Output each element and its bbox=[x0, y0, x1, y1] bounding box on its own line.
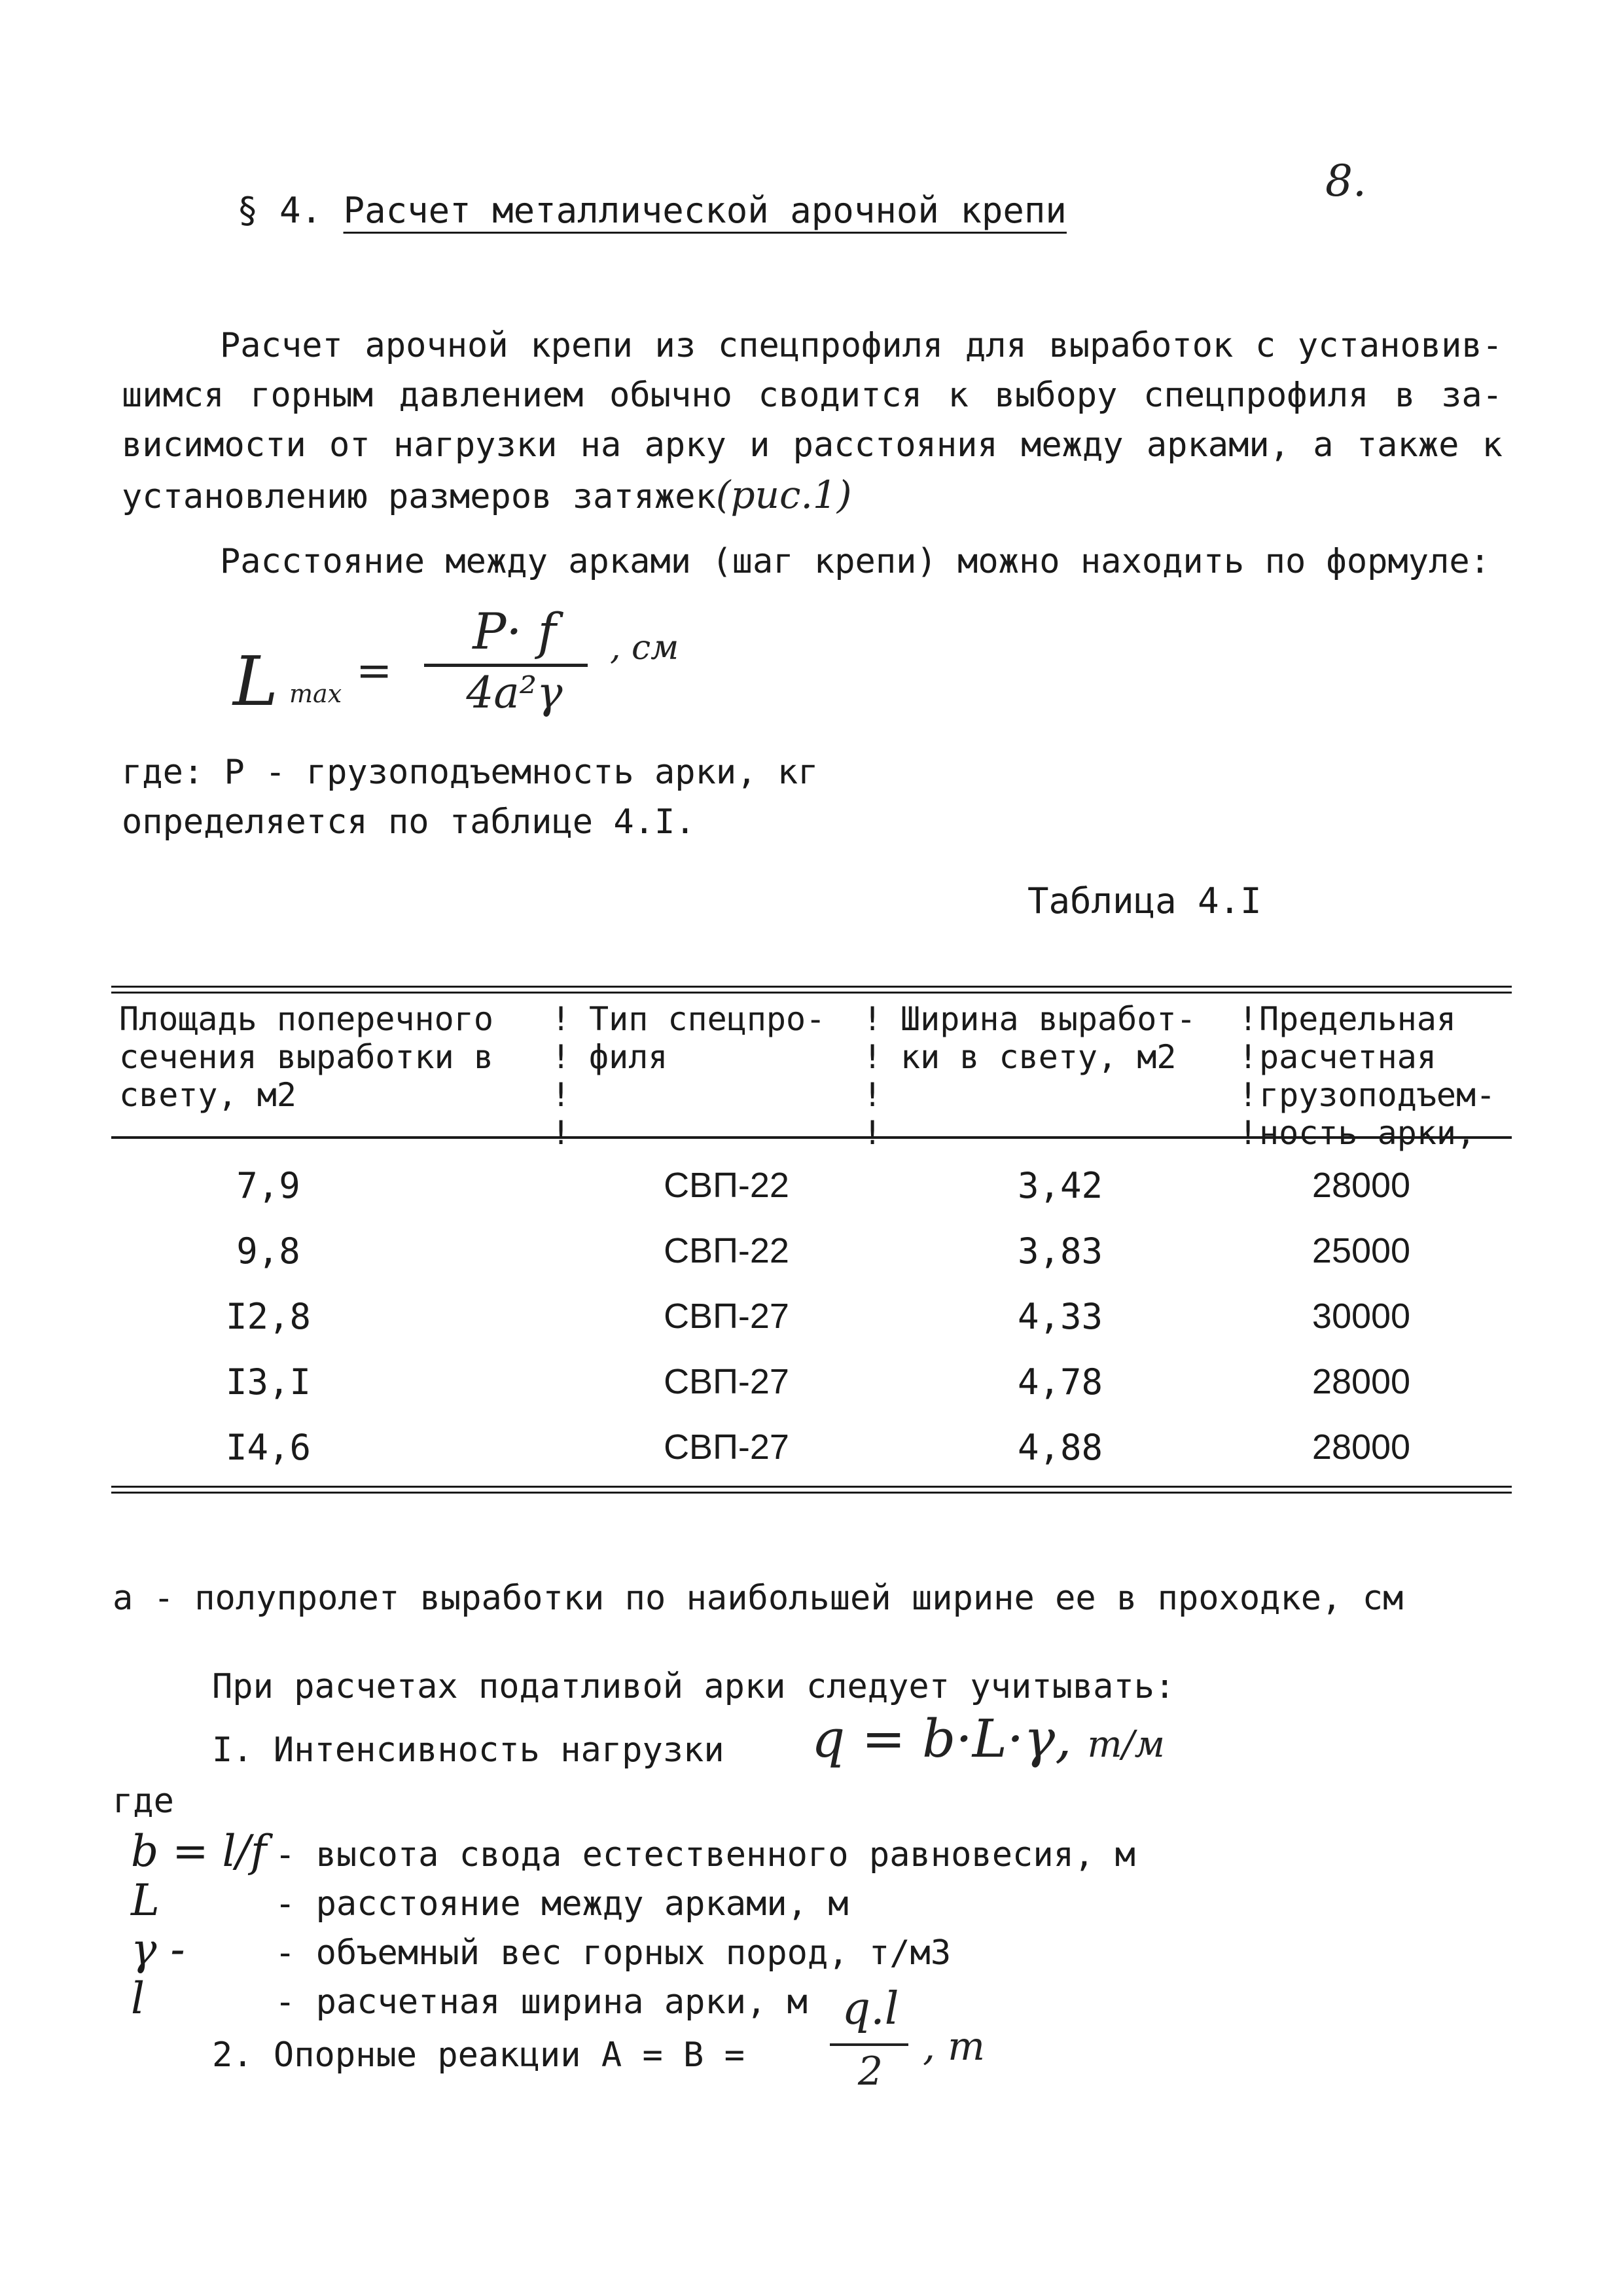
cell-capacity: 28000 bbox=[1311, 1362, 1411, 1401]
header-line: ки в свету, м2 bbox=[901, 1038, 1177, 1076]
cell-profile: СВП-22 bbox=[664, 1166, 789, 1205]
where-label: где bbox=[113, 1782, 174, 1821]
cell-capacity: 30000 bbox=[1311, 1297, 1411, 1336]
header-profile-type bbox=[589, 1000, 825, 1076]
definition-gamma bbox=[131, 1924, 951, 1975]
cell-capacity: 28000 bbox=[1311, 1427, 1411, 1467]
definition-symbol: b = l/f bbox=[131, 1826, 267, 1876]
where-line-2: определяется по таблице 4.I. bbox=[122, 802, 696, 842]
header-line: свету, м2 bbox=[119, 1076, 296, 1114]
table-row bbox=[111, 1296, 1512, 1361]
header-line: Ширина выработ- bbox=[901, 1000, 1196, 1038]
formula-q-expression: q = b·L·γ, bbox=[812, 1708, 1072, 1769]
cell-profile: СВП-22 bbox=[664, 1231, 789, 1270]
definition-symbol: γ - bbox=[131, 1924, 185, 1975]
table-body bbox=[111, 1139, 1512, 1486]
header-line: филя bbox=[589, 1038, 668, 1076]
header-line: грузоподъем- bbox=[1259, 1076, 1496, 1114]
definition-symbol: L bbox=[131, 1875, 160, 1926]
cell-profile: СВП-27 bbox=[664, 1427, 789, 1467]
definition-text: - объемный вес горных пород, т/м3 bbox=[275, 1933, 952, 1973]
column-separator: ! ! ! ! bbox=[1238, 1000, 1258, 1152]
formula-numerator: P· f bbox=[473, 602, 556, 660]
item-2-label: 2. Опорные реакции А = В = bbox=[212, 2036, 745, 2075]
cell-width: 4,88 bbox=[1017, 1427, 1103, 1468]
cell-area: 7,9 bbox=[236, 1165, 300, 1206]
paragraph-line: Расчет арочной крепи из спецпрофиля для выработок с установив- bbox=[220, 326, 1503, 365]
header-line: Предельная bbox=[1259, 1000, 1457, 1038]
definition-width bbox=[131, 1973, 808, 2024]
cell-area: I3,I bbox=[225, 1361, 312, 1403]
formula-denominator: 2 bbox=[857, 2049, 883, 2094]
cell-profile: СВП-27 bbox=[664, 1297, 789, 1336]
paragraph-line: висимости от нагрузки на арку и расстояния между арками, а также к bbox=[122, 425, 1503, 465]
formula-subscript: max bbox=[289, 679, 342, 708]
section-title: Расчет металлической арочной крепи bbox=[343, 190, 1067, 231]
cell-width: 4,33 bbox=[1017, 1296, 1103, 1337]
formula-lhs: L bbox=[233, 641, 279, 721]
definition-text: - расстояние между арками, м bbox=[275, 1884, 849, 1924]
table-row bbox=[111, 1427, 1512, 1492]
note-half-span: а - полупролет выработки по наибольшей ширине ее в проходке, см bbox=[113, 1579, 1404, 1618]
definition-symbol: l bbox=[131, 1973, 145, 2024]
paragraph-2: Расстояние между арками (шаг крепи) можно находить по формуле: bbox=[220, 542, 1491, 581]
paragraph-1 bbox=[122, 321, 1503, 522]
table-caption: Таблица 4.I bbox=[1027, 880, 1262, 922]
header-width bbox=[901, 1000, 1196, 1076]
formula-unit: , см bbox=[610, 628, 679, 668]
table-header bbox=[111, 994, 1512, 1152]
cell-width: 4,78 bbox=[1017, 1361, 1103, 1403]
cell-profile: СВП-27 bbox=[664, 1362, 789, 1401]
item-1-label: I. Интенсивность нагрузки bbox=[212, 1731, 724, 1770]
header-area bbox=[119, 1000, 493, 1114]
header-line: ность арки, bbox=[1259, 1114, 1476, 1152]
header-capacity bbox=[1259, 1000, 1495, 1152]
formula-q-unit: т/м bbox=[1087, 1723, 1165, 1766]
paragraph-line-last bbox=[122, 470, 1503, 522]
formula-denominator: 4a²γ bbox=[466, 668, 563, 718]
formula-reactions bbox=[825, 1983, 1021, 2114]
formula-equals: = bbox=[356, 645, 393, 696]
cell-capacity: 28000 bbox=[1311, 1166, 1411, 1205]
definition-b bbox=[131, 1826, 1135, 1876]
column-separator: ! ! ! ! bbox=[863, 1000, 883, 1152]
cell-area: I2,8 bbox=[225, 1296, 312, 1337]
header-line: Площадь поперечного bbox=[119, 1000, 493, 1038]
formula-numerator: q.l bbox=[842, 1983, 899, 2035]
definition-text: - расчетная ширина арки, м bbox=[275, 1982, 808, 2022]
fraction-bar bbox=[424, 664, 588, 667]
cell-width: 3,42 bbox=[1017, 1165, 1103, 1206]
definition-text: - высота свода естественного равновесия, м bbox=[275, 1835, 1135, 1874]
definition-l bbox=[131, 1875, 849, 1926]
cell-width: 3,83 bbox=[1017, 1230, 1103, 1272]
paragraph-line: шимся горным давлением обычно сводится к выбору спецпрофиля в за- bbox=[122, 376, 1503, 415]
header-line: Тип спецпро- bbox=[589, 1000, 826, 1038]
page-number: 8. bbox=[1325, 156, 1366, 206]
table-top-rule bbox=[111, 986, 1512, 994]
table-row bbox=[111, 1361, 1512, 1427]
cell-area: 9,8 bbox=[236, 1230, 300, 1272]
handwritten-figure-ref: (рис.1) bbox=[715, 473, 852, 517]
section-mark: § 4. bbox=[237, 190, 323, 231]
data-table bbox=[111, 986, 1512, 1494]
where-line-1: где: Р - грузоподъемность арки, кг bbox=[122, 753, 819, 792]
cell-capacity: 25000 bbox=[1311, 1231, 1411, 1270]
header-line: расчетная bbox=[1259, 1038, 1436, 1076]
table-row bbox=[111, 1165, 1512, 1230]
section-heading bbox=[237, 190, 1067, 231]
calc-intro: При расчетах податливой арки следует учитывать: bbox=[212, 1667, 1175, 1706]
cell-area: I4,6 bbox=[225, 1427, 312, 1468]
fraction-bar bbox=[830, 2043, 908, 2046]
table-row bbox=[111, 1230, 1512, 1296]
column-separator: ! ! ! ! bbox=[551, 1000, 571, 1152]
paragraph-line-text: установлению размеров затяжек bbox=[122, 477, 716, 516]
formula-unit: , т bbox=[923, 2024, 986, 2070]
formula-lmax bbox=[233, 602, 691, 726]
formula-q bbox=[812, 1708, 1165, 1769]
header-line: сечения выработки в bbox=[119, 1038, 493, 1076]
